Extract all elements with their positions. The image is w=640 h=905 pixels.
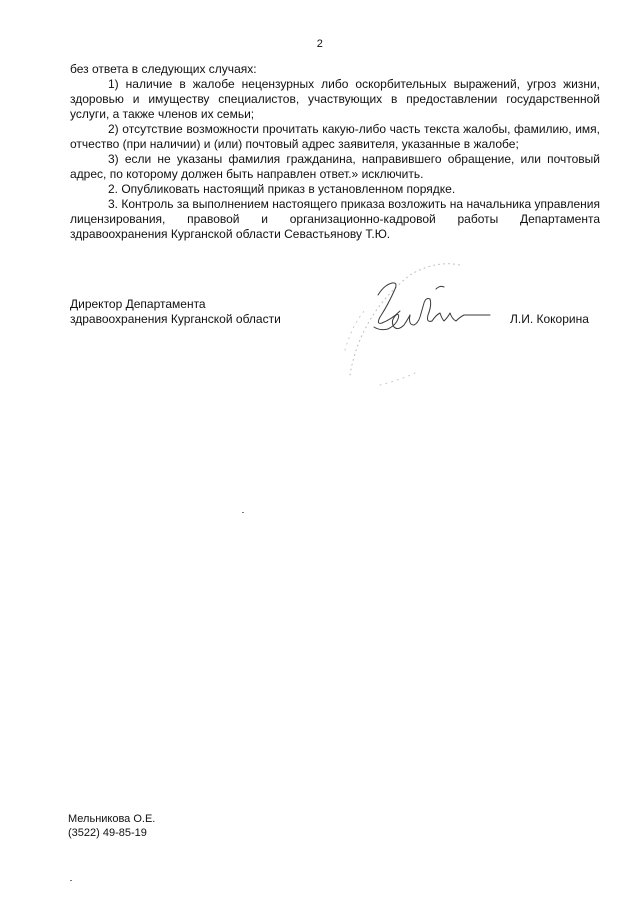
executor-info — [68, 812, 155, 840]
page-number: 2 — [316, 38, 324, 50]
document-body — [70, 62, 600, 242]
paragraph-clause-2: 2. Опубликовать настоящий приказ в установленном порядке. — [108, 182, 456, 196]
signatory-position — [70, 297, 281, 327]
paragraph-item-2: 2) отсутствие возможности прочитать какую-либо часть текста жалобы, фамилию, имя, отчество (при наличии) и (или) почтовый адрес заявителя, указанные в жалобе; — [70, 122, 600, 151]
paragraph-clause-3: 3. Контроль за выполнением настоящего приказа возложить на начальника управления лицензирования, правовой и организационно-кадровой работы Департамента здравоохранения Курганской области Севастьянову Т.Ю. — [70, 197, 600, 241]
signatory-name: Л.И. Кокорина — [510, 312, 589, 326]
paragraph-item-1: 1) наличие в жалобе нецензурных либо оскорбительных выражений, угроз жизни, здоровью и имуществу специалистов, участвующих в предоставлении государственной услуги, а также членов их семьи; — [70, 77, 600, 121]
signatory-position-line-2: здравоохранения Курганской области — [70, 312, 281, 326]
handwritten-signature — [340, 255, 510, 395]
signatory-position-line-1: Директор Департамента — [70, 297, 206, 311]
paragraph-item-3: 3) если не указаны фамилия гражданина, направившего обращение, или почтовый адрес, по которому должен быть направлен ответ.» исключить. — [70, 152, 600, 181]
scan-speck — [70, 880, 72, 881]
scan-speck — [242, 512, 244, 513]
paragraph-intro: без ответа в следующих случаях: — [70, 62, 257, 76]
executor-name: Мельникова О.Е. — [68, 813, 156, 825]
executor-phone: (3522) 49-85-19 — [68, 827, 147, 839]
